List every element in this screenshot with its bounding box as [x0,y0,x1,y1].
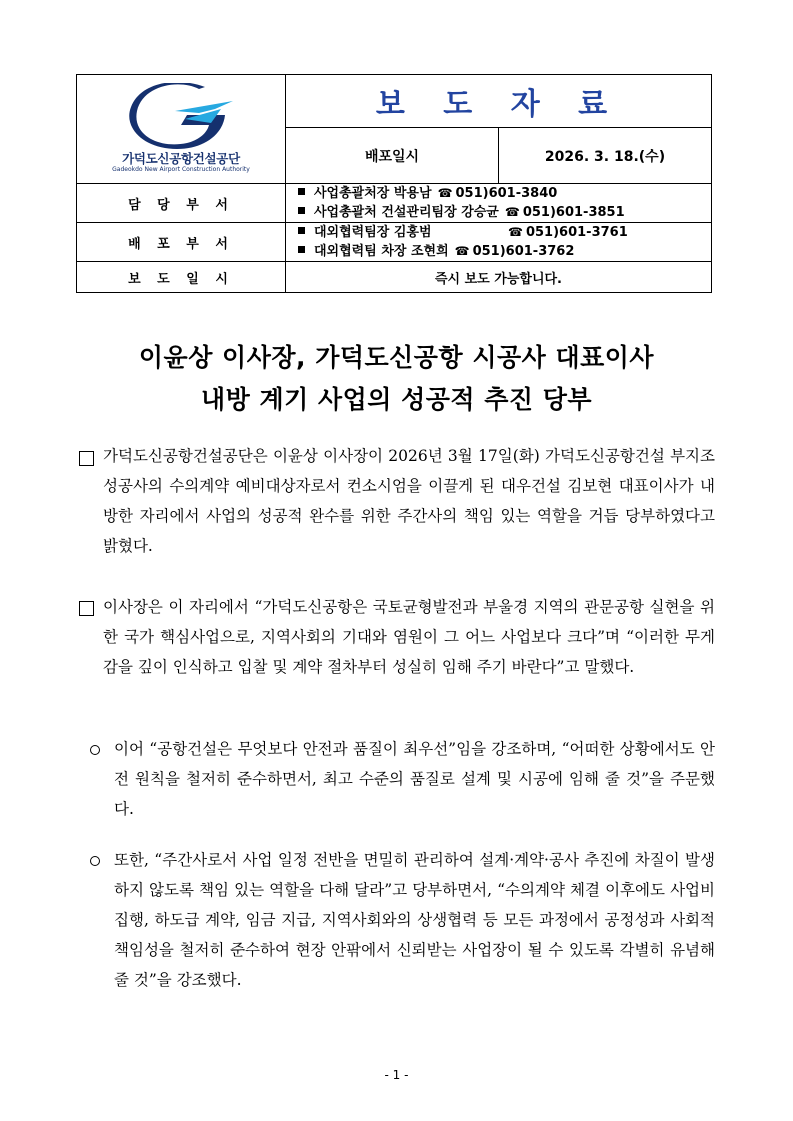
contact-name: 대외협력팀장 김홍범 [314,225,432,240]
phone-icon: ☎ [454,244,470,258]
contact-phone: 051)601-3761 [525,225,628,240]
contact-line [298,223,711,242]
contact-phone: 051)601-3762 [472,244,575,259]
date-label: 배포일시 [286,128,499,184]
paragraph-2: 이사장은 이 자리에서 “가덕도신공항은 국토균형발전과 부울경 지역의 관문공항 실현을 위한 국가 핵심사업으로, 지역사회의 기대와 염원이 그 어느 사업보다 크다”며 “이러한 무게감을 깊이 인식하고 입찰 및 계약 절차부터 성실히 임해 주기 바란다”고 말했다. [103,598,715,676]
owner-contacts [286,184,712,223]
phone-icon: ☎ [504,205,520,219]
contact-line [298,184,711,203]
square-bullet-icon [298,188,305,195]
square-bullet-icon [298,227,305,234]
paragraph-4: 또한, “주간사로서 사업 일정 전반을 면밀히 관리하여 설계·계약·공사 추진에 차질이 발생하지 않도록 책임 있는 역할을 다해 달라”고 당부하면서, “수의계약 체결 이후에도 사업비 집행, 하도급 계약, 임금 지급, 지역사회와의 상생협력 등 모든 과정에서 공정성과 사회적 책임성을 철저히 준수하여 현장 안팎에서 신뢰받는 사업장이 될 수 있도록 각별히 유념해 줄 것”을 강조했다. [114,851,715,989]
contact-line [298,242,711,261]
release-time-label: 보 도 일 시 [77,262,286,293]
header-table [76,74,712,293]
agency-logo-icon [129,83,233,149]
contact-name: 사업총괄처 건설관리팀장 강승균 [314,205,499,220]
square-bullet-icon [298,246,305,253]
contact-phone: 051)601-3851 [522,205,625,220]
distribution-department-label: 배 포 부 서 [77,223,286,262]
contact-line [298,203,711,222]
logo-cell [77,75,286,184]
document-title: 보 도 자 료 [286,75,712,128]
checkbox-marker-icon [79,601,94,616]
headline-line-1: 이윤상 이사장, 가덕도신공항 시공사 대표이사 [138,343,655,372]
date-value: 2026. 3. 18.(수) [499,128,712,184]
headline-line-2: 내방 계기 사업의 성공적 추진 당부 [200,385,593,414]
contact-name: 사업총괄처장 박용남 [314,186,432,201]
contact-phone: 051)601-3840 [455,186,558,201]
page-number: - 1 - [384,1068,409,1082]
org-name-english: Gadeokdo New Airport Construction Authority [112,166,250,173]
distribution-contacts [286,223,712,262]
contact-name: 대외협력팀 차장 조현희 [314,244,449,259]
release-time-value: 즉시 보도 가능합니다. [286,262,712,293]
org-name-korean: 가덕도신공항건설공단 [122,151,240,166]
phone-icon: ☎ [508,225,523,239]
phone-icon: ☎ [437,186,453,200]
circle-bullet-icon [90,856,100,866]
paragraph-3: 이어 “공항건설은 무엇보다 안전과 품질이 최우선”임을 강조하며, “어떠한 상황에서도 안전 원칙을 철저히 준수하면서, 최고 수준의 품질로 설계 및 시공에 임해 줄 것”을 주문했다. [114,740,715,818]
paragraph-1: 가덕도신공항건설공단은 이윤상 이사장이 2026년 3월 17일(화) 가덕도신공항건설 부지조성공사의 수의계약 예비대상자로서 컨소시엄을 이끌게 된 대우건설 김보현 대표이사가 내방한 자리에서 사업의 성공적 완수를 위한 주간사의 책임 있는 역할을 거듭 당부하였다고 밝혔다. [103,447,715,555]
circle-bullet-icon [90,745,100,755]
owner-department-label: 담 당 부 서 [77,184,286,223]
square-bullet-icon [298,207,305,214]
checkbox-marker-icon [79,451,94,466]
